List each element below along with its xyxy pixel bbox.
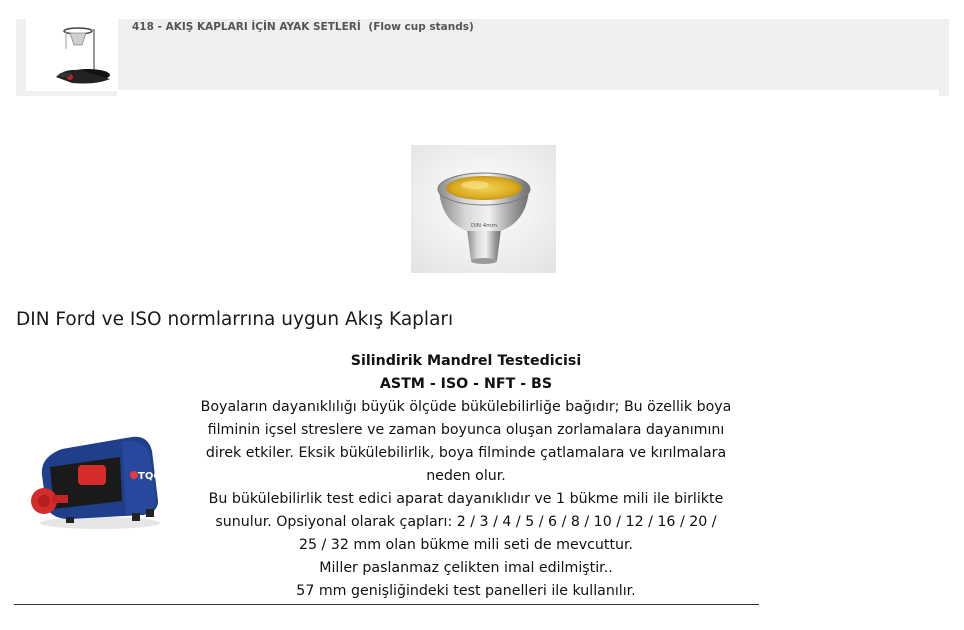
- flow-cup-engraving: DIN 4mm: [471, 223, 497, 229]
- section-divider: [14, 604, 759, 605]
- mandrel-desc-line-8: Miller paslanmaz çelikten imal edilmiştir..: [319, 560, 613, 576]
- product-title[interactable]: [132, 21, 474, 33]
- product-title-text[interactable]: 418 - AKIŞ KAPLARI İÇİN AYAK SETLERİ: [132, 21, 361, 33]
- mandrel-desc-line-4: neden olur.: [426, 468, 506, 484]
- mandrel-tester-image: [22, 431, 167, 531]
- mandrel-desc-line-1: Boyaların dayanıklılığı büyük ölçüde bükülebilirliğe bağıdır; Bu özellik boya: [200, 399, 732, 415]
- din-flow-cup-icon: [411, 145, 556, 273]
- mandrel-desc-line-7: 25 / 32 mm olan bükme mili seti de mevcuttur.: [298, 537, 634, 553]
- product-row[interactable]: [16, 19, 949, 96]
- flow-cup-stand-thumbnail[interactable]: [26, 19, 118, 91]
- mandrel-desc-line-6: sunulur. Opsiyonal olarak çapları: 2 / 3 / 4 / 5 / 6 / 8 / 10 / 12 / 16 / 20 /: [215, 514, 717, 530]
- mandrel-title: Silindirik Mandrel Testedicisi: [350, 353, 582, 369]
- mandrel-standards: ASTM - ISO - NFT - BS: [379, 376, 553, 392]
- flow-cup-image: [411, 145, 556, 273]
- mandrel-desc-line-3: direk etkiler. Eksik bükülebilirlik, boya filminde çatlamalara ve kırılmalara: [205, 445, 727, 461]
- mandrel-desc-line-9: 57 mm genişliğindeki test panelleri ile kullanılır.: [296, 583, 636, 599]
- din-ford-iso-heading: DIN Ford ve ISO normlarrına uygun Akış Kapları: [16, 309, 454, 330]
- tqc-logo-text: TQC: [138, 471, 161, 482]
- product-bar-divider: [117, 90, 939, 96]
- product-subtitle[interactable]: (Flow cup stands): [368, 21, 474, 33]
- mandrel-desc-line-2: filminin içsel streslere ve zaman boyunca oluşan zorlamalara dayanımını: [207, 422, 725, 438]
- mandrel-description: [170, 350, 762, 603]
- mandrel-desc-line-5: Bu bükülebilirlik test edici aparat dayanıklıdır ve 1 bükme mili ile birlikte: [208, 491, 724, 507]
- cylindrical-mandrel-tester-icon: [22, 431, 167, 531]
- flow-cup-stand-icon: [26, 19, 118, 91]
